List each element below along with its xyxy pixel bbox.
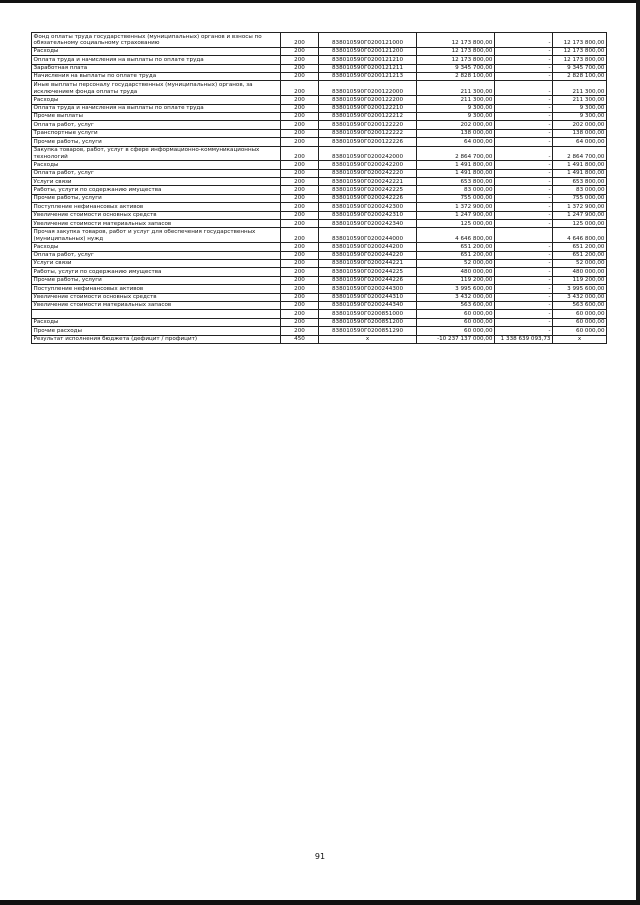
- row-unexecuted-amount: 1 491 800,00: [553, 169, 607, 177]
- row-unexecuted-amount: 9 345 700,00: [553, 64, 607, 72]
- row-unexecuted-amount: 2 864 700,00: [553, 146, 607, 161]
- row-approved-amount: 651 200,00: [417, 243, 495, 251]
- row-executed-amount: -: [495, 211, 553, 219]
- row-approved-amount: 12 173 800,00: [417, 33, 495, 48]
- row-classification-code: x: [319, 335, 417, 343]
- row-name: Оплата работ, услуг: [32, 251, 281, 259]
- row-approved-amount: 1 247 900,00: [417, 211, 495, 219]
- row-classification-code: 838010590Г0200122212: [319, 112, 417, 120]
- row-unexecuted-amount: 755 000,00: [553, 194, 607, 202]
- row-classification-code: 838010590Г0200122222: [319, 129, 417, 137]
- row-unexecuted-amount: 12 173 800,00: [553, 56, 607, 64]
- row-line-code: 200: [281, 310, 319, 318]
- row-executed-amount: -: [495, 203, 553, 211]
- row-classification-code: 838010590Г0200244310: [319, 293, 417, 301]
- table-row: [32, 64, 607, 72]
- row-executed-amount: -: [495, 285, 553, 293]
- row-line-code: 200: [281, 268, 319, 276]
- row-classification-code: 838010590Г0200122210: [319, 104, 417, 112]
- page-number: 91: [314, 852, 326, 861]
- table-row: [32, 81, 607, 96]
- row-line-code: 200: [281, 194, 319, 202]
- row-executed-amount: -: [495, 56, 553, 64]
- row-executed-amount: -: [495, 146, 553, 161]
- row-approved-amount: 64 000,00: [417, 138, 495, 146]
- row-line-code: 200: [281, 33, 319, 48]
- row-name: Оплата работ, услуг: [32, 121, 281, 129]
- row-unexecuted-amount: 119 200,00: [553, 276, 607, 284]
- row-approved-amount: 60 000,00: [417, 327, 495, 335]
- row-executed-amount: -: [495, 81, 553, 96]
- row-classification-code: 838010590Г0200244200: [319, 243, 417, 251]
- row-classification-code: 838010590Г0200242000: [319, 146, 417, 161]
- row-executed-amount: -: [495, 268, 553, 276]
- table-row: [32, 178, 607, 186]
- row-line-code: 200: [281, 285, 319, 293]
- table-row: [32, 310, 607, 318]
- row-unexecuted-amount: 60 000,00: [553, 310, 607, 318]
- row-classification-code: 838010590Г0200244220: [319, 251, 417, 259]
- row-name: Работы, услуги по содержанию имущества: [32, 186, 281, 194]
- row-approved-amount: 12 173 800,00: [417, 47, 495, 55]
- row-executed-amount: [495, 228, 553, 243]
- row-approved-amount: 202 000,00: [417, 121, 495, 129]
- row-classification-code: 838010590Г0200244221: [319, 260, 417, 268]
- row-name: Оплата труда и начисления на выплаты по оплате труда: [32, 56, 281, 64]
- row-executed-amount: -: [495, 178, 553, 186]
- row-line-code: 200: [281, 251, 319, 259]
- row-line-code: 200: [281, 318, 319, 326]
- row-unexecuted-amount: 12 173 800,00: [553, 47, 607, 55]
- row-name: Увеличение стоимости основных средств: [32, 293, 281, 301]
- row-name: Увеличение стоимости материальных запасов: [32, 220, 281, 228]
- row-unexecuted-amount: 83 000,00: [553, 186, 607, 194]
- row-unexecuted-amount: 563 600,00: [553, 301, 607, 309]
- row-name: Прочие работы, услуги: [32, 138, 281, 146]
- row-unexecuted-amount: 3 432 000,00: [553, 293, 607, 301]
- table-row: [32, 96, 607, 104]
- row-unexecuted-amount: 12 173 800,00: [553, 33, 607, 48]
- row-approved-amount: 653 800,00: [417, 178, 495, 186]
- row-classification-code: 838010590Г0200121200: [319, 47, 417, 55]
- row-executed-amount: -: [495, 327, 553, 335]
- row-executed-amount: -: [495, 251, 553, 259]
- row-executed-amount: -: [495, 243, 553, 251]
- row-unexecuted-amount: 1 372 900,00: [553, 203, 607, 211]
- row-unexecuted-amount: 9 300,00: [553, 104, 607, 112]
- table-body: [32, 33, 607, 344]
- row-line-code: 200: [281, 56, 319, 64]
- row-name: Увеличение стоимости основных средств: [32, 211, 281, 219]
- row-line-code: 200: [281, 169, 319, 177]
- row-line-code: 200: [281, 161, 319, 169]
- table-row: [32, 47, 607, 55]
- row-unexecuted-amount: 60 000,00: [553, 318, 607, 326]
- row-approved-amount: 60 000,00: [417, 310, 495, 318]
- row-unexecuted-amount: 1 491 800,00: [553, 161, 607, 169]
- row-classification-code: 838010590Г0200242340: [319, 220, 417, 228]
- row-approved-amount: 9 300,00: [417, 104, 495, 112]
- row-classification-code: 838010590Г0200242310: [319, 211, 417, 219]
- table-row: [32, 268, 607, 276]
- row-classification-code: 838010590Г0200121213: [319, 72, 417, 80]
- row-classification-code: 838010590Г0200851290: [319, 327, 417, 335]
- row-approved-amount: 119 200,00: [417, 276, 495, 284]
- row-approved-amount: 1 491 800,00: [417, 161, 495, 169]
- row-executed-amount: -: [495, 96, 553, 104]
- row-approved-amount: 1 491 800,00: [417, 169, 495, 177]
- table-row: [32, 146, 607, 161]
- row-executed-amount: -: [495, 104, 553, 112]
- table-row: [32, 220, 607, 228]
- row-line-code: 200: [281, 186, 319, 194]
- row-name: Расходы: [32, 318, 281, 326]
- row-classification-code: 838010590Г0200244340: [319, 301, 417, 309]
- table-row: [32, 276, 607, 284]
- table-row: [32, 138, 607, 146]
- row-name: Поступление нефинансовых активов: [32, 285, 281, 293]
- table-row: [32, 129, 607, 137]
- row-classification-code: 838010590Г0200851000: [319, 310, 417, 318]
- row-line-code: 200: [281, 203, 319, 211]
- row-unexecuted-amount: 480 000,00: [553, 268, 607, 276]
- row-approved-amount: 125 000,00: [417, 220, 495, 228]
- row-classification-code: 838010590Г0200244300: [319, 285, 417, 293]
- row-classification-code: 838010590Г0200242226: [319, 194, 417, 202]
- row-line-code: 200: [281, 72, 319, 80]
- table-row: [32, 72, 607, 80]
- row-classification-code: 838010590Г0200242225: [319, 186, 417, 194]
- row-executed-amount: -: [495, 138, 553, 146]
- table-row: [32, 104, 607, 112]
- row-approved-amount: 3 995 600,00: [417, 285, 495, 293]
- row-executed-amount: -: [495, 112, 553, 120]
- result-row: [32, 335, 607, 343]
- scan-edge-top: [0, 0, 640, 3]
- row-executed-amount: -: [495, 64, 553, 72]
- row-approved-amount: 480 000,00: [417, 268, 495, 276]
- row-line-code: 200: [281, 64, 319, 72]
- row-classification-code: 838010590Г0200242220: [319, 169, 417, 177]
- row-executed-amount: -: [495, 186, 553, 194]
- table-row: [32, 243, 607, 251]
- row-name: Прочая закупка товаров, работ и услуг для обеспечения государственных (муниципальных) нужд: [32, 228, 281, 243]
- row-line-code: 200: [281, 47, 319, 55]
- row-approved-amount: 2 828 100,00: [417, 72, 495, 80]
- row-name: Заработная плата: [32, 64, 281, 72]
- row-classification-code: 838010590Г0200242221: [319, 178, 417, 186]
- row-executed-amount: -: [495, 318, 553, 326]
- row-name: Расходы: [32, 161, 281, 169]
- row-approved-amount: -10 237 137 000,00: [417, 335, 495, 343]
- row-approved-amount: 4 646 800,00: [417, 228, 495, 243]
- table-row: [32, 56, 607, 64]
- row-approved-amount: 755 000,00: [417, 194, 495, 202]
- row-executed-amount: -: [495, 301, 553, 309]
- row-executed-amount: -: [495, 47, 553, 55]
- table-row: [32, 318, 607, 326]
- row-unexecuted-amount: 202 000,00: [553, 121, 607, 129]
- row-approved-amount: 9 345 700,00: [417, 64, 495, 72]
- row-approved-amount: 83 000,00: [417, 186, 495, 194]
- row-executed-amount: -: [495, 310, 553, 318]
- row-unexecuted-amount: 64 000,00: [553, 138, 607, 146]
- row-name: Расходы: [32, 96, 281, 104]
- row-line-code: 200: [281, 220, 319, 228]
- row-unexecuted-amount: 211 300,00: [553, 81, 607, 96]
- row-name: Оплата труда и начисления на выплаты по оплате труда: [32, 104, 281, 112]
- row-unexecuted-amount: 60 000,00: [553, 327, 607, 335]
- row-classification-code: 838010590Г0200122226: [319, 138, 417, 146]
- table-row: [32, 112, 607, 120]
- row-name: Транспортные услуги: [32, 129, 281, 137]
- row-name: Прочие расходы: [32, 327, 281, 335]
- row-line-code: 200: [281, 327, 319, 335]
- row-classification-code: 838010590Г0200122200: [319, 96, 417, 104]
- table-row: [32, 211, 607, 219]
- table-row: [32, 301, 607, 309]
- row-executed-amount: -: [495, 220, 553, 228]
- row-name: Прочие выплаты: [32, 112, 281, 120]
- row-approved-amount: 651 200,00: [417, 251, 495, 259]
- row-name: Начисления на выплаты по оплате труда: [32, 72, 281, 80]
- row-unexecuted-amount: 211 300,00: [553, 96, 607, 104]
- row-name: Увеличение стоимости материальных запасов: [32, 301, 281, 309]
- row-unexecuted-amount: 4 646 800,00: [553, 228, 607, 243]
- row-approved-amount: 211 300,00: [417, 81, 495, 96]
- row-executed-amount: -: [495, 72, 553, 80]
- row-name: Поступление нефинансовых активов: [32, 203, 281, 211]
- table-row: [32, 260, 607, 268]
- row-approved-amount: 60 000,00: [417, 318, 495, 326]
- row-classification-code: 838010590Г0200244225: [319, 268, 417, 276]
- row-executed-amount: -: [495, 129, 553, 137]
- budget-execution-table: [31, 32, 607, 344]
- table-row: [32, 121, 607, 129]
- row-name: Услуги связи: [32, 178, 281, 186]
- row-classification-code: 838010590Г0200244000: [319, 228, 417, 243]
- row-executed-amount: -: [495, 121, 553, 129]
- row-executed-amount: -: [495, 260, 553, 268]
- scan-edge-bottom: [0, 900, 640, 905]
- row-name: Оплата работ, услуг: [32, 169, 281, 177]
- row-unexecuted-amount: 2 828 100,00: [553, 72, 607, 80]
- row-line-code: 450: [281, 335, 319, 343]
- row-name: Расходы: [32, 243, 281, 251]
- row-unexecuted-amount: 125 000,00: [553, 220, 607, 228]
- row-line-code: 200: [281, 276, 319, 284]
- table-row: [32, 194, 607, 202]
- row-line-code: 200: [281, 243, 319, 251]
- row-executed-amount: -: [495, 194, 553, 202]
- row-classification-code: 838010590Г0200851200: [319, 318, 417, 326]
- table-row: [32, 293, 607, 301]
- table-row: [32, 161, 607, 169]
- row-name: Работы, услуги по содержанию имущества: [32, 268, 281, 276]
- row-unexecuted-amount: 52 000,00: [553, 260, 607, 268]
- row-classification-code: 838010590Г0200242300: [319, 203, 417, 211]
- row-approved-amount: 9 300,00: [417, 112, 495, 120]
- row-approved-amount: 52 000,00: [417, 260, 495, 268]
- row-line-code: 200: [281, 104, 319, 112]
- row-executed-amount: -: [495, 293, 553, 301]
- row-line-code: 200: [281, 301, 319, 309]
- row-executed-amount: -: [495, 33, 553, 48]
- row-line-code: 200: [281, 293, 319, 301]
- row-approved-amount: 12 173 800,00: [417, 56, 495, 64]
- row-unexecuted-amount: 3 995 600,00: [553, 285, 607, 293]
- row-approved-amount: 1 372 900,00: [417, 203, 495, 211]
- row-name: Прочие работы, услуги: [32, 276, 281, 284]
- row-unexecuted-amount: 1 247 900,00: [553, 211, 607, 219]
- scan-edge-right: [636, 0, 640, 905]
- row-line-code: 200: [281, 121, 319, 129]
- row-approved-amount: 211 300,00: [417, 96, 495, 104]
- row-classification-code: 838010590Г0200121210: [319, 56, 417, 64]
- row-executed-amount: -: [495, 161, 553, 169]
- row-unexecuted-amount: 651 200,00: [553, 243, 607, 251]
- table-row: [32, 228, 607, 243]
- row-line-code: 200: [281, 146, 319, 161]
- table-row: [32, 203, 607, 211]
- row-line-code: 200: [281, 211, 319, 219]
- row-line-code: 200: [281, 138, 319, 146]
- row-line-code: 200: [281, 260, 319, 268]
- row-name: Результат исполнения бюджета (дефицит / профицит): [32, 335, 281, 343]
- row-name: Прочие работы, услуги: [32, 194, 281, 202]
- row-classification-code: 838010590Г0200121211: [319, 64, 417, 72]
- row-classification-code: 838010590Г0200122220: [319, 121, 417, 129]
- row-line-code: 200: [281, 81, 319, 96]
- row-approved-amount: 563 600,00: [417, 301, 495, 309]
- row-classification-code: 838010590Г0200244226: [319, 276, 417, 284]
- row-classification-code: 838010590Г0200121000: [319, 33, 417, 48]
- row-unexecuted-amount: 651 200,00: [553, 251, 607, 259]
- table-row: [32, 33, 607, 48]
- row-executed-amount: -: [495, 169, 553, 177]
- row-executed-amount: -: [495, 276, 553, 284]
- row-classification-code: 838010590Г0200122000: [319, 81, 417, 96]
- table-row: [32, 285, 607, 293]
- row-unexecuted-amount: 138 000,00: [553, 129, 607, 137]
- table-row: [32, 169, 607, 177]
- row-unexecuted-amount: x: [553, 335, 607, 343]
- table-row: [32, 186, 607, 194]
- row-name: [32, 310, 281, 318]
- row-line-code: 200: [281, 178, 319, 186]
- row-name: Иные выплаты персоналу государственных (муниципальных) органов, за исключением фонда оплаты труда: [32, 81, 281, 96]
- row-approved-amount: 138 000,00: [417, 129, 495, 137]
- row-approved-amount: 2 864 700,00: [417, 146, 495, 161]
- row-line-code: 200: [281, 96, 319, 104]
- row-executed-amount: 1 338 639 093,73: [495, 335, 553, 343]
- row-approved-amount: 3 432 000,00: [417, 293, 495, 301]
- row-name: Услуги связи: [32, 260, 281, 268]
- row-unexecuted-amount: 9 300,00: [553, 112, 607, 120]
- row-name: Закупка товаров, работ, услуг в сфере информационно-коммуникационных технологий: [32, 146, 281, 161]
- row-line-code: 200: [281, 129, 319, 137]
- row-name: Фонд оплаты труда государственных (муниципальных) органов и взносы по обязательному социальному страхованию: [32, 33, 281, 48]
- row-line-code: 200: [281, 112, 319, 120]
- row-line-code: 200: [281, 228, 319, 243]
- row-classification-code: 838010590Г0200242200: [319, 161, 417, 169]
- table-row: [32, 327, 607, 335]
- table-row: [32, 251, 607, 259]
- row-name: Расходы: [32, 47, 281, 55]
- row-unexecuted-amount: 653 800,00: [553, 178, 607, 186]
